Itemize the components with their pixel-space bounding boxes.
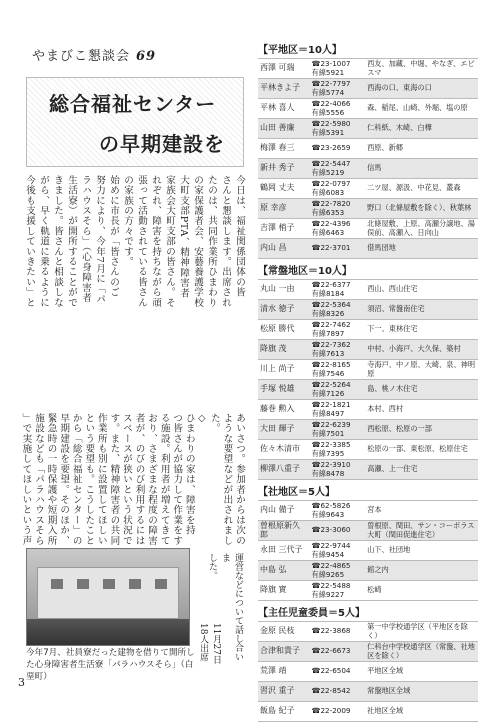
member-phone: ☎22-7362 bbox=[311, 340, 351, 349]
text-column: れぞれ、障害を持ちながら頑 bbox=[150, 175, 161, 308]
member-area: 中村、小海戸、大久保、築村 bbox=[365, 340, 478, 360]
text-column: 始めに市長が「皆さんのご bbox=[108, 175, 119, 298]
article-photo bbox=[26, 548, 190, 646]
text-column: 張って活動されている皆さん bbox=[136, 175, 147, 308]
member-name: 梅澤 春三 bbox=[258, 139, 310, 159]
member-name: 合津和貴子 bbox=[258, 642, 310, 662]
member-phone: ☎22-5447 bbox=[311, 159, 351, 168]
member-phone: ☎22-6504 bbox=[311, 666, 351, 676]
roster-row bbox=[258, 622, 478, 642]
member-area: 借馬団地 bbox=[365, 239, 478, 259]
text-column: 今後も支援していきたい」と bbox=[24, 175, 35, 308]
member-phone: ☎22-7462 bbox=[311, 320, 351, 329]
member-phone: ☎22-0797 bbox=[311, 179, 351, 188]
member-area: 平地区全域 bbox=[365, 662, 478, 682]
member-phone: ☎22-3385 bbox=[311, 440, 351, 449]
member-area: 北條屋敷、上原、高瀬分譲地、湯俣前、高瀬入、日向山 bbox=[365, 219, 478, 239]
member-phone: ☎22-7797 bbox=[311, 79, 351, 88]
roster-row bbox=[258, 219, 478, 239]
member-area: 松崎 bbox=[365, 581, 478, 601]
roster-row bbox=[258, 139, 478, 159]
member-mobile: 有線9227 bbox=[311, 589, 345, 599]
photo-window bbox=[103, 579, 115, 589]
text-column: 運営などについて話し合いま bbox=[220, 553, 243, 661]
member-phone-cell bbox=[310, 320, 366, 340]
member-area: 館之内 bbox=[365, 561, 478, 581]
member-mobile: 有線7126 bbox=[311, 388, 345, 398]
member-phone-cell bbox=[310, 400, 366, 420]
series-heading: やまびこ懇談会 69 bbox=[32, 49, 157, 64]
member-phone-cell bbox=[310, 380, 366, 400]
member-name: 新井 秀子 bbox=[258, 159, 310, 179]
meeting-date: 11月27日 18人出席 bbox=[198, 623, 221, 673]
text-column: ◇ bbox=[196, 413, 208, 425]
member-area: 宮本 bbox=[365, 501, 478, 521]
member-name: 川上 尚子 bbox=[258, 360, 310, 380]
text-column: あいさつ。参加者からは次の bbox=[234, 413, 245, 546]
member-name: 降旗 實 bbox=[258, 581, 310, 601]
member-phone-cell bbox=[310, 521, 366, 541]
member-phone-cell bbox=[310, 662, 366, 682]
member-phone-cell bbox=[310, 541, 366, 561]
member-phone: ☎22-8542 bbox=[311, 686, 351, 696]
member-phone-cell bbox=[310, 501, 366, 521]
roster-row bbox=[258, 239, 478, 259]
member-name: 原 幸彦 bbox=[258, 199, 310, 219]
roster-row bbox=[258, 460, 478, 480]
member-mobile: 有線5391 bbox=[311, 127, 345, 137]
text-column: ような要望などが出されまし bbox=[221, 413, 233, 546]
roster-row bbox=[258, 581, 478, 601]
text-column: がら、早く軌道に乗るように bbox=[38, 175, 49, 308]
member-name: 西澤 可瑞 bbox=[258, 59, 310, 79]
member-mobile: 有線7501 bbox=[311, 428, 345, 438]
member-phone-cell bbox=[310, 199, 366, 219]
roster-row bbox=[258, 380, 478, 400]
member-mobile: 有線9643 bbox=[311, 509, 345, 519]
text-column: の家保護者会、安藝養護学校 bbox=[192, 175, 203, 308]
text-column: る施設。利用者が増えてきて bbox=[158, 413, 170, 546]
committee-roster bbox=[258, 38, 478, 722]
text-column: 作業所も別に設置してほしい bbox=[95, 413, 107, 546]
text-column: 努力により、今年7月に「パ bbox=[94, 175, 105, 305]
article bbox=[20, 35, 248, 682]
member-phone: ☎22-7820 bbox=[311, 199, 351, 208]
member-phone-cell bbox=[310, 239, 366, 259]
text-column: 家族会大町支部の皆さん。そ bbox=[164, 175, 175, 308]
member-name: 吉澤 梢子 bbox=[258, 219, 310, 239]
member-phone: ☎22-4066 bbox=[311, 99, 351, 108]
section-title: 【常盤地区＝10人】 bbox=[258, 266, 352, 277]
photo-window bbox=[129, 579, 141, 589]
roster-row bbox=[258, 541, 478, 561]
member-phone-cell bbox=[310, 300, 366, 320]
member-phone-cell bbox=[310, 159, 366, 179]
member-phone: ☎22-1821 bbox=[311, 400, 351, 409]
text-column: 大町支部PTA、精神障害者 bbox=[178, 175, 189, 299]
section-title: 【主任児童委員＝5人】 bbox=[258, 608, 365, 619]
member-area: 松原の一部、東松原、松原住宅 bbox=[365, 440, 478, 460]
text-column: ラハウスそら」（心身障害者 bbox=[80, 175, 91, 303]
article-title-line2: の早期建設を bbox=[99, 132, 225, 156]
member-phone: ☎22-2009 bbox=[311, 706, 351, 716]
member-mobile: 有線8497 bbox=[311, 408, 345, 418]
text-column: さんと懇談します。出席され bbox=[220, 175, 231, 308]
member-phone-cell bbox=[310, 59, 366, 79]
member-phone-cell bbox=[310, 179, 366, 199]
roster-row bbox=[258, 642, 478, 662]
member-phone: ☎22-4865 bbox=[311, 561, 351, 570]
member-phone: ☎22-5264 bbox=[311, 380, 351, 389]
member-name: 中島 弘 bbox=[258, 561, 310, 581]
member-name: 内山 昌 bbox=[258, 239, 310, 259]
text-column: きました。皆さんと相談しな bbox=[52, 175, 63, 308]
photo-caption: 今年7月、社員寮だった建物を借りて開所した心身障害者生活寮「パラハウスそら」（白堊町） bbox=[26, 648, 195, 682]
member-area: 信馬 bbox=[365, 159, 478, 179]
member-area: 森、稲尾、山崎、外堀、塩の原 bbox=[365, 99, 478, 119]
roster-row bbox=[258, 420, 478, 440]
roster-row bbox=[258, 300, 478, 320]
roster-row bbox=[258, 340, 478, 360]
member-area: 本村、西村 bbox=[365, 400, 478, 420]
member-phone-cell bbox=[310, 340, 366, 360]
member-name: 清水 徳子 bbox=[258, 300, 310, 320]
member-area: 野口（北條屋敷を除く）、秋葉林 bbox=[365, 199, 478, 219]
member-mobile: 有線9454 bbox=[311, 549, 345, 559]
member-name: 柳澤八重子 bbox=[258, 460, 310, 480]
member-phone-cell bbox=[310, 460, 366, 480]
member-phone: ☎22-9744 bbox=[311, 541, 351, 550]
member-area: 二ツ屋、源汲、中花見、叢森 bbox=[365, 179, 478, 199]
member-mobile: 有線7546 bbox=[311, 368, 345, 378]
text-column: ひまわりの家は、障害を持 bbox=[183, 413, 195, 536]
roster-row bbox=[258, 199, 478, 219]
text-column: から「総合福祉センター」の bbox=[70, 413, 82, 546]
roster-row bbox=[258, 682, 478, 702]
member-phone-cell bbox=[310, 280, 366, 300]
text-column: という要望も。こうしたこと bbox=[83, 413, 95, 546]
roster-row bbox=[258, 179, 478, 199]
member-phone-cell bbox=[310, 581, 366, 601]
member-area: 常盤地区全域 bbox=[365, 682, 478, 702]
roster-row bbox=[258, 320, 478, 340]
member-name: 永田 三代子 bbox=[258, 541, 310, 561]
member-name: 山田 善廉 bbox=[258, 119, 310, 139]
member-mobile: 有線5556 bbox=[311, 107, 345, 117]
member-name: 平林きよ子 bbox=[258, 79, 310, 99]
member-phone: ☎22-3910 bbox=[311, 460, 351, 469]
photo-window bbox=[155, 579, 167, 589]
member-phone: ☎23-1007 bbox=[311, 59, 351, 68]
member-phone-cell bbox=[310, 440, 366, 460]
member-phone: ☎23-3060 bbox=[311, 525, 351, 535]
member-name: 習沢 重子 bbox=[258, 682, 310, 702]
member-mobile: 有線5921 bbox=[311, 67, 345, 77]
roster-row bbox=[258, 280, 478, 300]
member-area: 西友、加藏、中堀、やなぎ、エビスマ bbox=[365, 59, 478, 79]
text-column: 生活寮）が開所することがで bbox=[66, 175, 77, 308]
member-name: 丸山 一由 bbox=[258, 280, 310, 300]
member-name: 手塚 悦雄 bbox=[258, 380, 310, 400]
member-phone: ☎22-3868 bbox=[311, 626, 351, 636]
text-column: スペースが狭いという状況で bbox=[120, 413, 132, 546]
section-title: 【社地区＝5人】 bbox=[258, 487, 335, 498]
member-phone: ☎22-5364 bbox=[311, 300, 351, 309]
member-mobile: 有線7613 bbox=[311, 348, 345, 358]
member-phone: ☎22-5488 bbox=[311, 581, 351, 590]
member-area: 寺海戸、中ノ原、大崎、泉、神明原 bbox=[365, 360, 478, 380]
member-name: 金原 民枝 bbox=[258, 622, 310, 642]
member-mobile: 有線8326 bbox=[311, 308, 345, 318]
text-column: たのは、共同作業所ひまわり bbox=[206, 175, 217, 308]
member-phone-cell bbox=[310, 360, 366, 380]
member-phone-cell bbox=[310, 99, 366, 119]
member-name: 鶴岡 丈夫 bbox=[258, 179, 310, 199]
roster-row bbox=[258, 59, 478, 79]
member-phone: ☎22-4396 bbox=[311, 219, 351, 228]
member-mobile: 有線5219 bbox=[311, 167, 345, 177]
text-column: 」で実施してほしいという声 bbox=[20, 413, 32, 546]
roster-table bbox=[258, 58, 478, 259]
text-column: 今日は、福祉関係団体の皆 bbox=[234, 175, 245, 298]
article-title-line1: 総合福祉センター bbox=[49, 92, 217, 116]
member-name: 平林 喜人 bbox=[258, 99, 310, 119]
member-phone: ☎22-3701 bbox=[311, 243, 351, 253]
text-column: す。また、精神障害者の共同 bbox=[108, 413, 120, 546]
member-area: 社地区全域 bbox=[365, 702, 478, 722]
text-column: 者が、のびのび利用するには bbox=[133, 413, 145, 546]
member-phone-cell bbox=[310, 682, 366, 702]
member-mobile: 有線6083 bbox=[311, 187, 345, 197]
roster-row bbox=[258, 521, 478, 541]
member-mobile: 有線9265 bbox=[311, 569, 345, 579]
roster-row bbox=[258, 400, 478, 420]
member-area: 山下、社団地 bbox=[365, 541, 478, 561]
member-mobile: 有線6353 bbox=[311, 207, 345, 217]
roster-row bbox=[258, 662, 478, 682]
member-phone-cell bbox=[310, 622, 366, 642]
member-mobile: 有線7897 bbox=[311, 328, 345, 338]
member-mobile: 有線6463 bbox=[311, 227, 345, 237]
member-name: 曽根原新久郎 bbox=[258, 521, 310, 541]
member-phone: ☎22-6239 bbox=[311, 420, 351, 429]
photo-building bbox=[37, 567, 179, 619]
member-mobile: 有線8184 bbox=[311, 288, 345, 298]
text-column: つ皆さんが協力して作業をす bbox=[171, 413, 183, 546]
roster-row bbox=[258, 99, 478, 119]
member-area: 第一中学校通学区（平地区を除く） bbox=[365, 622, 478, 642]
photo-window bbox=[77, 579, 89, 589]
member-name: 荒澤 靖 bbox=[258, 662, 310, 682]
member-name: 内山 備子 bbox=[258, 501, 310, 521]
roster-row bbox=[258, 79, 478, 99]
page-number: 3 bbox=[18, 676, 25, 689]
member-phone: ☎62-5826 bbox=[311, 501, 351, 510]
member-phone-cell bbox=[310, 119, 366, 139]
member-area: 仁科紙、木崎、白樺 bbox=[365, 119, 478, 139]
roster-row bbox=[258, 561, 478, 581]
member-mobile: 有線8478 bbox=[311, 468, 345, 478]
roster-table bbox=[258, 279, 478, 480]
roster-row bbox=[258, 119, 478, 139]
member-name: 松原 勝代 bbox=[258, 320, 310, 340]
member-phone-cell bbox=[310, 139, 366, 159]
member-mobile: 有線7395 bbox=[311, 448, 345, 458]
member-phone: ☎22-6377 bbox=[311, 280, 351, 289]
article-body-part1 bbox=[20, 175, 246, 405]
text-column: 早期建設を要望。そのほか、 bbox=[58, 413, 70, 546]
member-name: 降旗 茂 bbox=[258, 340, 310, 360]
roster-row bbox=[258, 501, 478, 521]
roster-row bbox=[258, 159, 478, 179]
series-number: 69 bbox=[136, 49, 157, 64]
member-area: 西松原、松原の一部 bbox=[365, 420, 478, 440]
member-phone-cell bbox=[310, 561, 366, 581]
text-column: 緊急時の一時保護や短期入所 bbox=[45, 413, 57, 546]
roster-table bbox=[258, 500, 478, 601]
member-name: 大田 輝子 bbox=[258, 420, 310, 440]
member-phone-cell bbox=[310, 702, 366, 722]
member-name: 飯島 紀子 bbox=[258, 702, 310, 722]
roster-row bbox=[258, 440, 478, 460]
member-phone: ☎22-8165 bbox=[311, 360, 351, 369]
member-phone-cell bbox=[310, 79, 366, 99]
text-column: た。 bbox=[208, 413, 220, 434]
text-column: の家族の方々です。 bbox=[122, 175, 133, 267]
member-phone-cell bbox=[310, 642, 366, 662]
member-area: 曽根原、閏田、サン・コーポラス大町（閏田促進住宅） bbox=[365, 521, 478, 541]
member-area: 西原、新郷 bbox=[365, 139, 478, 159]
text-column: した。 bbox=[207, 553, 217, 580]
member-phone-cell bbox=[310, 420, 366, 440]
roster-table bbox=[258, 621, 478, 722]
member-name: 藤巻 勲入 bbox=[258, 400, 310, 420]
member-phone-cell bbox=[310, 219, 366, 239]
photo-window bbox=[51, 579, 63, 589]
photo-crowd bbox=[27, 619, 189, 645]
member-area: 高瀬、上一住宅 bbox=[365, 460, 478, 480]
member-mobile: 有線5774 bbox=[311, 87, 345, 97]
member-phone: ☎22-5980 bbox=[311, 119, 351, 128]
member-area: 須沼、常盤南住宅 bbox=[365, 300, 478, 320]
roster-row bbox=[258, 702, 478, 722]
member-area: 仁科台中学校通学区（常盤、社地区を除く） bbox=[365, 642, 478, 662]
member-area: 下一、東林住宅 bbox=[365, 320, 478, 340]
member-phone: ☎23-2659 bbox=[311, 143, 351, 153]
roster-row bbox=[258, 360, 478, 380]
member-phone: ☎22-6673 bbox=[311, 646, 351, 656]
section-title: 【平地区＝10人】 bbox=[258, 45, 342, 56]
member-area: 西海の口、東海の口 bbox=[365, 79, 478, 99]
member-name: 佐々木清市 bbox=[258, 440, 310, 460]
text-column: 施設なども「パラハウスそら bbox=[33, 413, 44, 546]
member-area: 島、桃ノ木住宅 bbox=[365, 380, 478, 400]
member-area: 西山、西山住宅 bbox=[365, 280, 478, 300]
article-title-box bbox=[26, 77, 244, 167]
text-column: おり、さまざまな程度の障害 bbox=[146, 413, 158, 546]
